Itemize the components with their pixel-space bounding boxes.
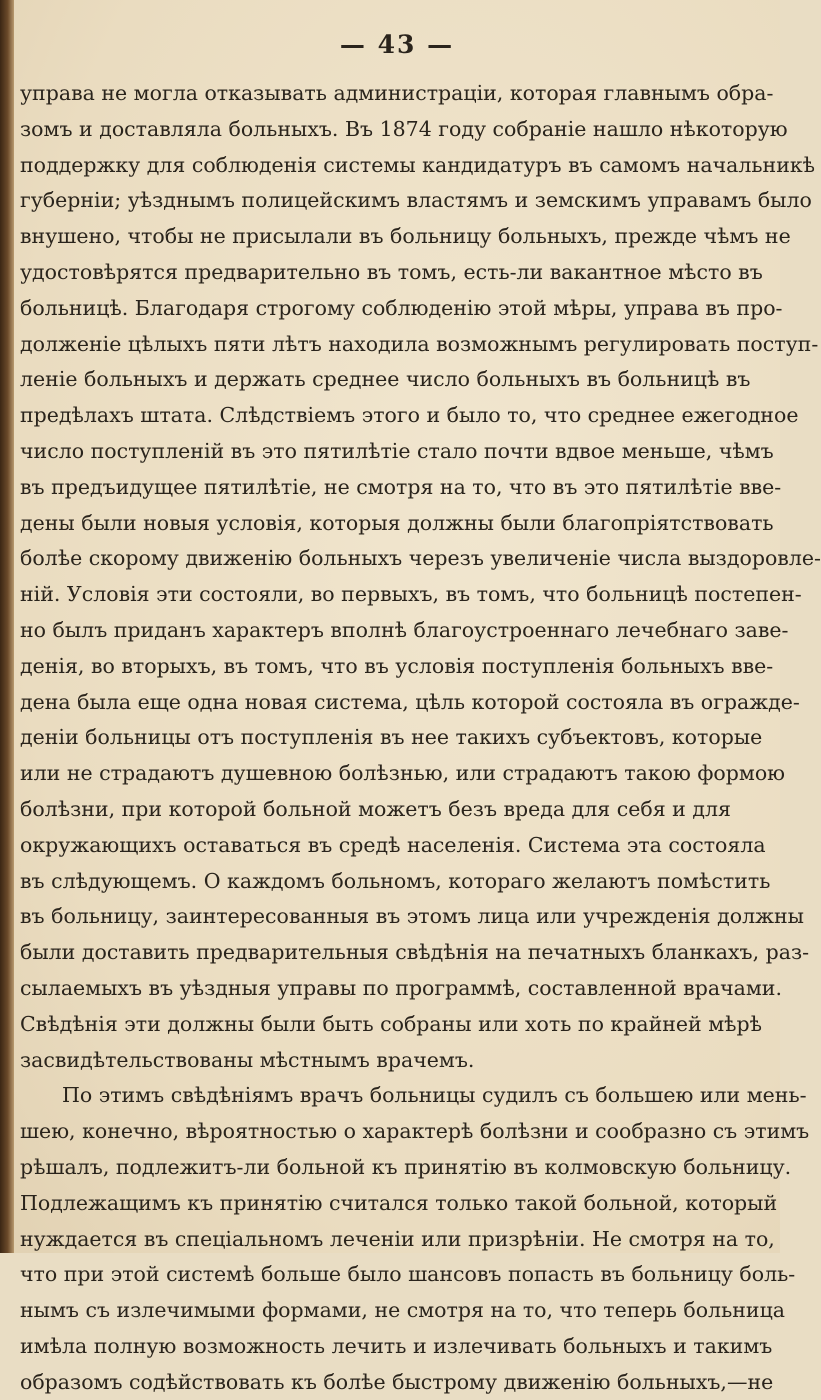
text-line: въ слѣдующемъ. О каждомъ больномъ, котораго желаютъ помѣстить [20,868,771,893]
text-line: Подлежащимъ къ принятію считался только такой больной, который [20,1190,778,1215]
text-line: дена была еще одна новая система, цѣль которой состояла въ огражде- [20,689,800,714]
text-line: въ больницу, заинтересованныя въ этомъ лица или учрежденія должны [20,904,804,929]
text-line: губерніи; уѣзднымъ полицейскимъ властямъ и земскимъ управамъ было [20,188,812,213]
text-line: болѣе скорому движенію больныхъ черезъ увеличеніе числа выздоровле- [20,546,821,571]
text-line: засвидѣтельствованы мѣстнымъ врачемъ. [20,1047,475,1072]
text-line: ній. Условія эти состояли, во первыхъ, въ томъ, что больницѣ постепен- [20,582,802,607]
text-line: сылаемыхъ въ уѣздныя управы по программѣ, составленной врачами. [20,975,782,1000]
text-line: долженіе цѣлыхъ пяти лѣтъ находила возможнымъ регулировать поступ- [20,331,819,356]
text-line: въ предъидущее пятилѣтіе, не смотря на то, что въ это пятилѣтіе вве- [20,474,782,499]
text-line: были доставить предварительныя свѣдѣнія на печатныхъ бланкахъ, раз- [20,940,810,965]
text-line: управа не могла отказывать администраціи, которая главнымъ обра- [20,81,774,105]
text-line: образомъ содѣйствовать къ болѣе быстрому движенію больныхъ,—не [20,1369,774,1394]
text-line: деніи больницы отъ поступленія въ нее такихъ субъектовъ, которые [20,725,763,750]
text-line: нымъ съ излечимыми формами, не смотря на то, что теперь больница [20,1298,785,1323]
text-line: предѣлахъ штата. Слѣдствіемъ этого и было то, что среднее ежегодное [20,403,799,428]
text-line: но былъ приданъ характеръ вполнѣ благоустроеннаго лечебнаго заве- [20,617,789,642]
text-line: шею, конечно, вѣроятностью о характерѣ болѣзни и сообразно съ этимъ [20,1119,810,1144]
text-line: денія, во вторыхъ, въ томъ, что въ условія поступленія больныхъ вве- [20,653,774,678]
text-line: что при этой системѣ больше было шансовъ попасть въ больницу боль- [20,1262,796,1287]
text-line: удостовѣрятся предварительно въ томъ, есть-ли вакантное мѣсто въ [20,259,763,284]
body-text [20,76,821,1400]
text-line: зомъ и доставляла больныхъ. Въ 1874 году собраніе нашло нѣкоторую [20,116,788,141]
text-line: поддержку для соблюденія системы кандидатуръ въ самомъ начальникѣ [20,152,816,177]
text-line: окружающихъ оставаться въ средѣ населенія. Система эта состояла [20,832,766,857]
text-line: больницѣ. Благодаря строгому соблюденію этой мѣры, управа въ про- [20,295,783,320]
text-line: число поступленій въ это пятилѣтіе стало почти вдвое меньше, чѣмъ [20,438,774,463]
text-line: По этимъ свѣдѣніямъ врачъ больницы судилъ съ большею или мень- [62,1083,807,1108]
book-page [14,0,821,1394]
text-line: леніе больныхъ и держать среднее число больныхъ въ больницѣ въ [20,367,751,392]
text-line: дены были новыя условія, которыя должны были благопріятствовать [20,510,774,535]
text-line: Свѣдѣнія эти должны были быть собраны или хоть по крайней мѣрѣ [20,1011,763,1036]
text-line: или не страдаютъ душевною болѣзнью, или страдаютъ такою формою [20,761,786,786]
text-line: болѣзни, при которой больной можетъ безъ вреда для себя и для [20,796,731,821]
text-line: внушено, чтобы не присылали въ больницу больныхъ, прежде чѣмъ не [20,224,791,249]
book-binding-edge [0,0,14,1253]
text-line: нуждается въ спеціальномъ леченіи или призрѣніи. Не смотря на то, [20,1226,775,1251]
text-line: рѣшалъ, подлежитъ-ли больной къ принятію въ колмовскую больницу. [20,1154,792,1179]
text-line: имѣла полную возможность лечить и излечивать больныхъ и такимъ [20,1333,773,1358]
page-number: — 43 — [339,30,455,59]
